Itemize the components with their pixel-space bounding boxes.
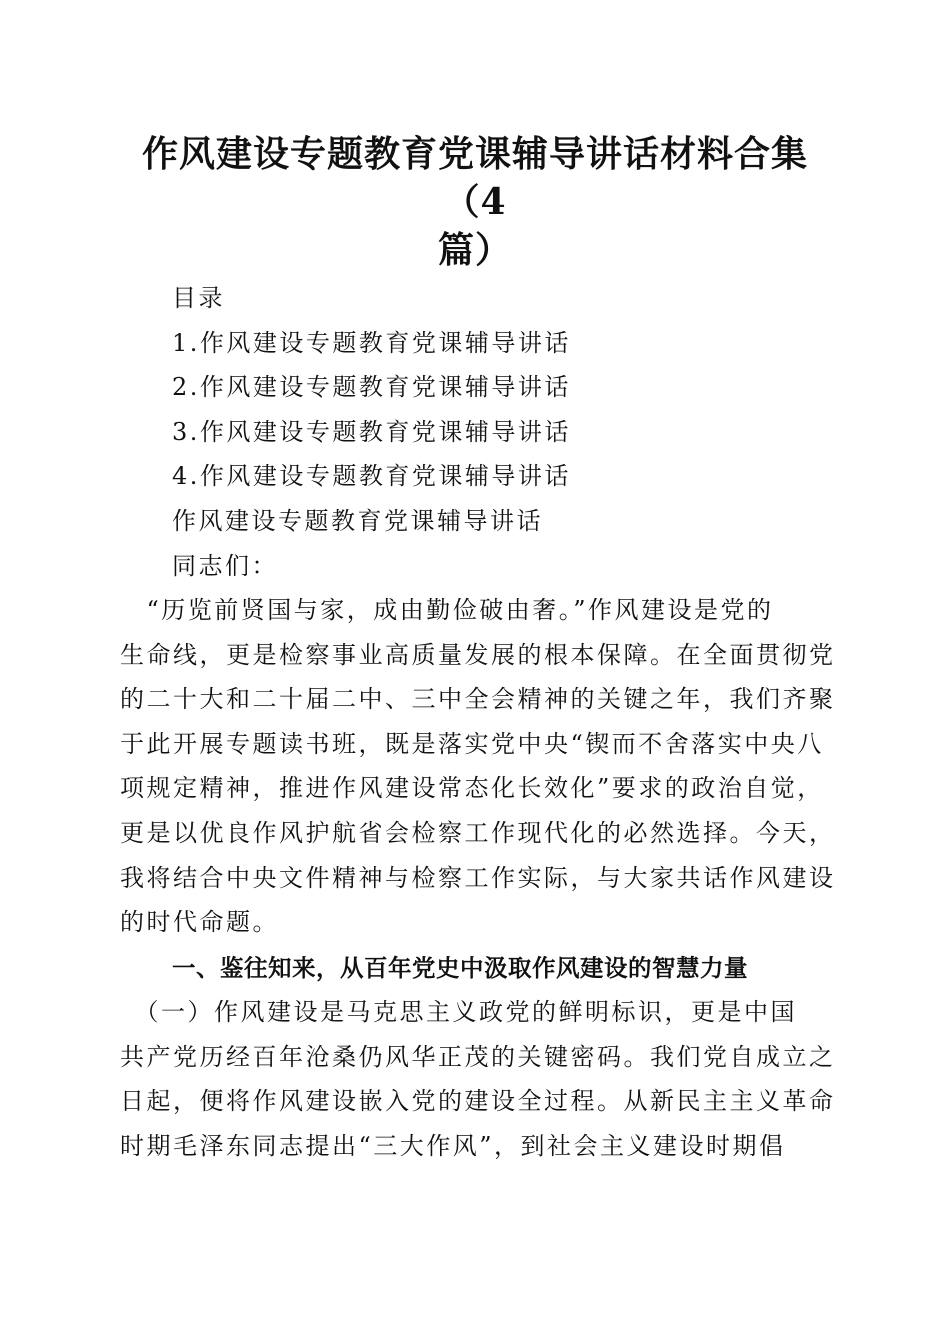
paragraph-1-line: 的时代命题。 [120, 908, 279, 937]
paragraph-1 [120, 588, 836, 945]
toc-item-3: 3.作风建设专题教育党课辅导讲话 [172, 417, 571, 446]
title-line-1: 作风建设专题教育党课辅导讲话材料合集（4 [141, 133, 808, 223]
paragraph-1-line: 项规定精神，推进作风建设常态化长效化”要求的政治自觉， [120, 774, 824, 803]
toc-item-2: 2.作风建设专题教育党课辅导讲话 [172, 373, 571, 402]
paragraph-1-line: “历览前贤国与家，成由勤俭破由奢。”作风建设是党的 [120, 596, 774, 624]
paragraph-2 [120, 990, 836, 1168]
paragraph-2-line: 共产党历经百年沧桑仍风华正茂的关键密码。我们党自成立之 [120, 1042, 836, 1071]
paragraph-1-line: 生命线，更是检察事业高质量发展的根本保障。在全面贯彻党 [120, 640, 836, 669]
toc-item-1: 1.作风建设专题教育党课辅导讲话 [172, 328, 571, 357]
document-title [120, 130, 830, 274]
paragraph-2-line: 日起，便将作风建设嵌入党的建设全过程。从新民主主义革命 [120, 1087, 836, 1116]
paragraph-1-line: 我将结合中央文件精神与检察工作实际，与大家共话作风建设 [120, 863, 836, 892]
title-line-2: 篇） [437, 229, 512, 271]
toc-item-4: 4.作风建设专题教育党课辅导讲话 [172, 462, 571, 491]
paragraph-2-line: （一）作风建设是马克思主义政党的鲜明标识，更是中国 [120, 998, 797, 1026]
paragraph-1-line: 于此开展专题读书班，既是落实党中央“锲而不舍落实中央八 [120, 729, 824, 758]
toc-heading: 目录 [172, 284, 225, 312]
table-of-contents [120, 276, 830, 588]
speech-title: 作风建设专题教育党课辅导讲话 [172, 506, 543, 535]
salutation: 同志们： [172, 551, 278, 580]
section-heading: 一、鉴往知来，从百年党史中汲取作风建设的智慧力量 [172, 954, 748, 982]
paragraph-2-line: 时期毛泽东同志提出“三大作风”，到社会主义建设时期倡 [120, 1131, 786, 1160]
paragraph-1-line: 的二十大和二十届二中、三中全会精神的关键之年，我们齐聚 [120, 685, 836, 714]
paragraph-1-line: 更是以优良作风护航省会检察工作现代化的必然选择。今天， [120, 818, 836, 847]
